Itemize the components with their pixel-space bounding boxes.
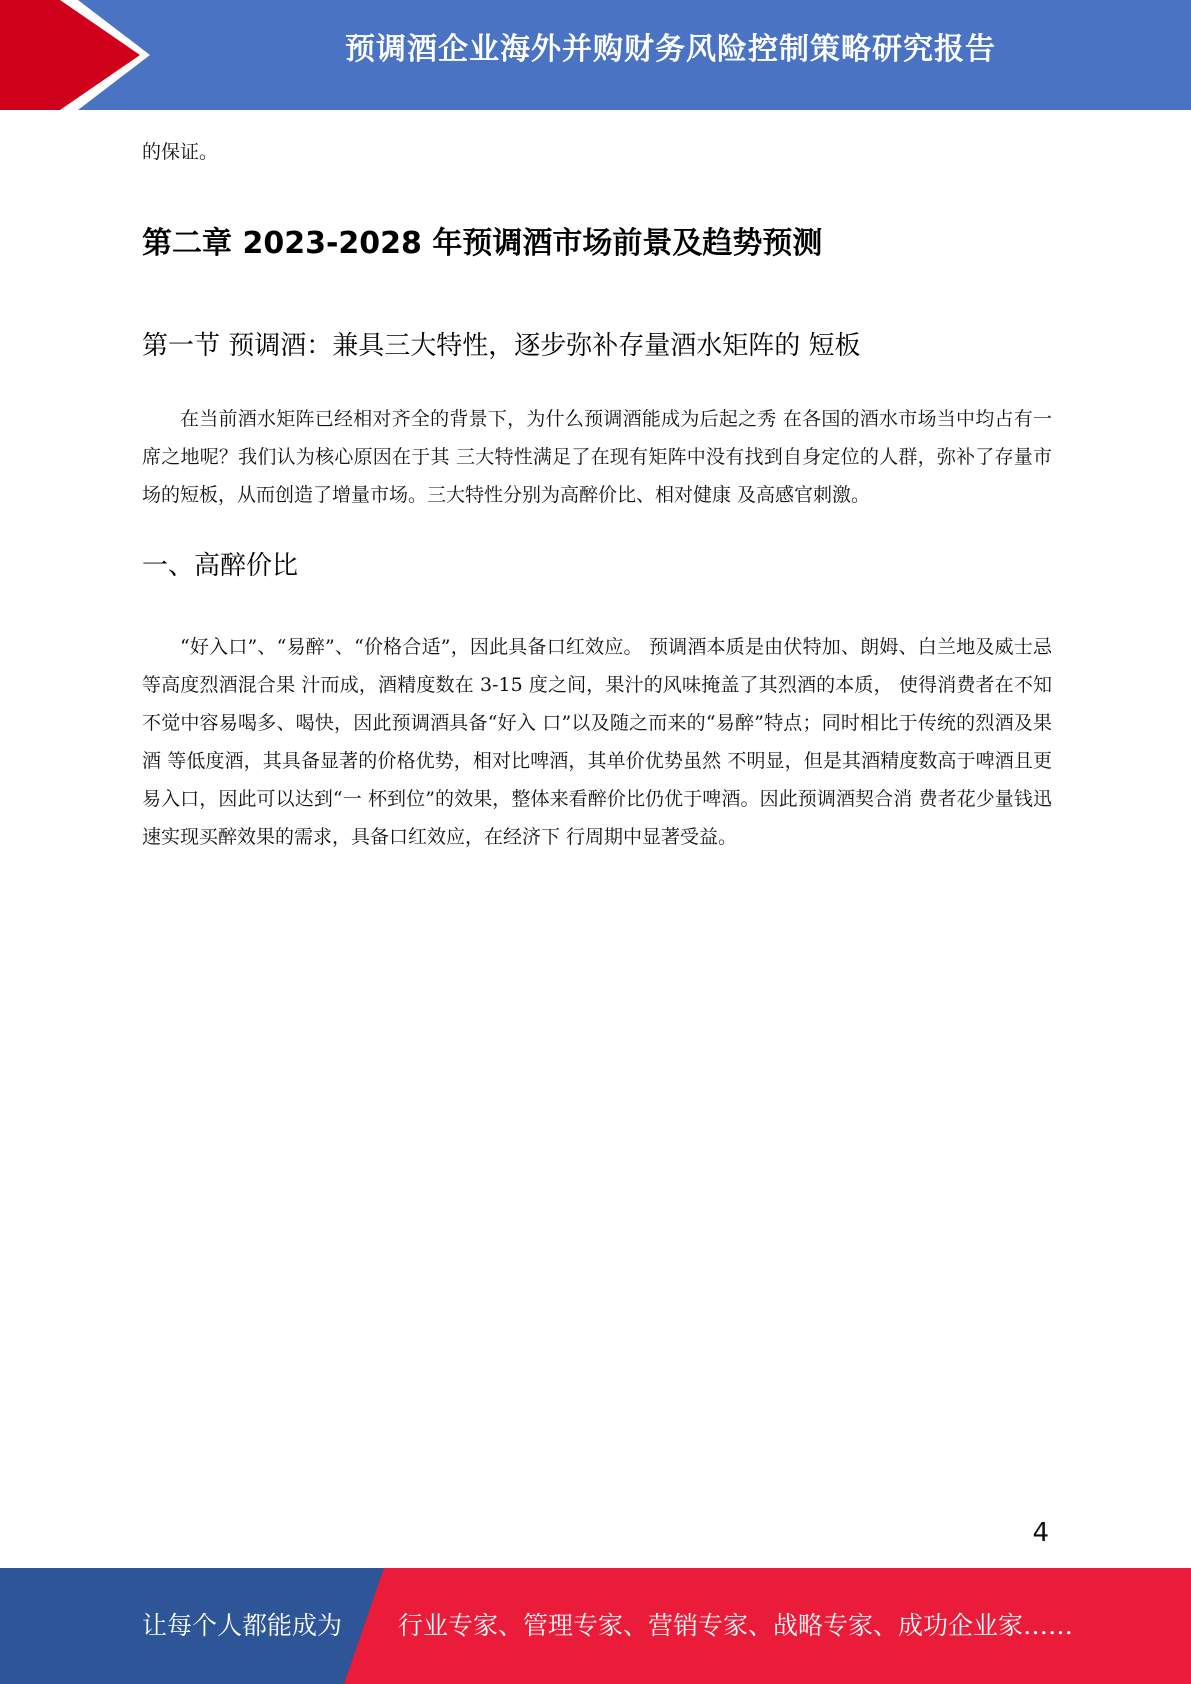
report-title: 预调酒企业海外并购财务风险控制策略研究报告 [345, 32, 996, 67]
section-title: 第一节 预调酒：兼具三大特性，逐步弥补存量酒水矩阵的 短板 [142, 331, 861, 361]
document-body [142, 128, 1052, 856]
footer-slogan-right: 行业专家、管理专家、营销专家、战略专家、成功企业家…… [398, 1611, 1074, 1640]
chapter-title: 第二章 2023-2028 年预调酒市场前景及趋势预测 [142, 226, 823, 261]
subsection-title: 一、高醉价比 [142, 551, 299, 581]
footer-slogan-left: 让每个人都能成为 [142, 1611, 343, 1640]
page-number: 4 [1032, 1518, 1049, 1548]
intro-paragraph: 在当前酒水矩阵已经相对齐全的背景下，为什么预调酒能成为后起之秀 在各国的酒水市场当中均占有一席之地呢？我们认为核心原因在于其 三大特性满足了在现有矩阵中没有找到自身定位的人群，弥补了存量市 场的短板，从而创造了增量市场。三大特性分别为高醉价比、相对健康 及高感官刺激。 [142, 408, 1052, 506]
continuation-text: 的保证。 [142, 141, 219, 163]
body-paragraph: “好入口”、“易醉”、“价格合适”，因此具备口红效应。 预调酒本质是由伏特加、朗姆、白兰地及威士忌等高度烈酒混合果 汁而成，酒精度数在 3-15 度之间，果汁的风味掩盖了其烈酒的本质， 使得消费者在不知不觉中容易喝多、喝快，因此预调酒具备“好入 口”以及随之而来的“易醉”特点；同时相比于传统的烈酒及果酒 等低度酒，其具备显著的价格优势，相对比啤酒，其单价优势虽然 不明显，但是其酒精度数高于啤酒且更易入口，因此可以达到“一 杯到位”的效果，整体来看醉价比仍优于啤酒。因此预调酒契合消 费者花少量钱迅速实现买醉效果的需求，具备口红效应，在经济下 行周期中显著受益。 [142, 636, 1052, 848]
footer-banner [0, 1568, 1191, 1684]
header-banner [0, 0, 1191, 110]
